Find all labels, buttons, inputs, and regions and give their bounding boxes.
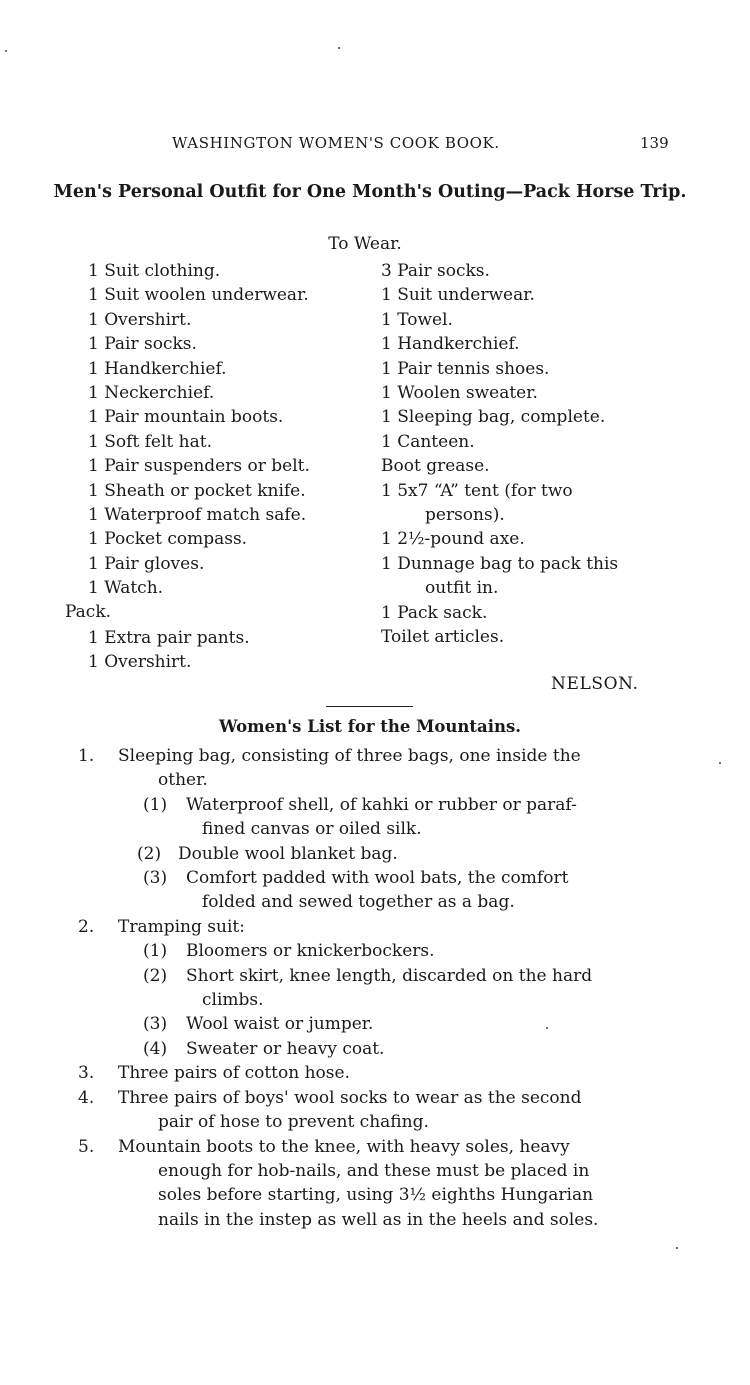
item-text-continuation: pair of hose to prevent chafing. [158, 1112, 429, 1133]
item-text: Mountain boots to the knee, with heavy soles, heavy [118, 1136, 570, 1157]
sub-item [0, 793, 673, 842]
sub-item [0, 1037, 673, 1061]
scan-speck [546, 1027, 548, 1029]
list-item: 1 Waterproof match safe. [88, 505, 307, 526]
list-item: 1 Pair mountain boots. [88, 407, 284, 428]
list-item [0, 1061, 673, 1085]
list-item: 1 Pack sack. [381, 602, 488, 623]
item-number: 5. [78, 1136, 95, 1157]
list-item: 1 Dunnage bag to pack this [381, 553, 619, 574]
list-item: 1 Canteen. [381, 431, 475, 452]
list-item [0, 1086, 673, 1135]
item-text-continuation: nails in the instep as well as in the heels and soles. [158, 1209, 599, 1230]
sub-item-number: (2) [143, 965, 168, 986]
list-item: 3 Pair socks. [381, 261, 490, 281]
mens-outfit-title: Men's Personal Outfit for One Month's Outing—Pack Horse Trip. [53, 182, 687, 202]
scan-speck [338, 47, 340, 49]
list-item: Toilet articles. [381, 627, 505, 648]
list-item: 1 Pair socks. [88, 334, 197, 355]
item-text: Sleeping bag, consisting of three bags, one inside the [118, 746, 581, 766]
list-item: 1 Pair tennis shoes. [381, 358, 550, 379]
list-item: 1 Pocket compass. [88, 529, 248, 550]
scan-speck [719, 762, 721, 764]
list-item [0, 915, 673, 939]
sub-item-text-continuation: fined canvas or oiled silk. [202, 819, 422, 840]
list-item [0, 744, 673, 793]
sub-item-text: Comfort padded with wool bats, the comfort [186, 868, 569, 889]
to-wear-left-column [88, 259, 310, 601]
item-number: 1. [78, 746, 95, 766]
sub-item-text: Short skirt, knee length, discarded on the hard [186, 965, 593, 986]
list-item: 1 Soft felt hat. [88, 431, 212, 452]
item-text-continuation: enough for hob-nails, and these must be placed in [158, 1160, 590, 1181]
to-wear-subheading: To Wear. [328, 234, 402, 254]
list-item: 1 Extra pair pants. [88, 628, 250, 648]
sub-item [0, 866, 673, 915]
sub-item-text: Double wool blanket bag. [178, 843, 398, 864]
page-number: 139 [640, 134, 669, 152]
womens-list-title: Women's List for the Mountains. [218, 717, 522, 736]
list-item: 1 Handkerchief. [88, 358, 227, 379]
sub-item-number: (2) [137, 843, 162, 864]
item-text-continuation: soles before starting, using 3½ eighths Hungarian [158, 1185, 594, 1206]
sub-item-number: (4) [143, 1038, 168, 1059]
list-item: 1 Overshirt. [88, 309, 192, 330]
scan-speck [676, 1247, 678, 1249]
list-item: 1 Pair suspenders or belt. [88, 456, 310, 477]
list-item: 1 Woolen sweater. [381, 383, 538, 404]
sub-item-text-continuation: folded and sewed together as a bag. [202, 892, 515, 913]
item-text: Three pairs of boys' wool socks to wear as the second [118, 1087, 582, 1108]
list-item: 1 Suit clothing. [88, 261, 221, 281]
sub-item-number: (1) [143, 941, 168, 962]
sub-item [0, 964, 673, 1013]
item-number: 4. [78, 1087, 95, 1108]
list-item: 1 Suit underwear. [381, 285, 535, 306]
item-text: Tramping suit: [118, 916, 245, 937]
list-item: 1 5x7 “A” tent (for two [381, 480, 573, 501]
pack-column [88, 626, 250, 675]
list-item: 1 Towel. [381, 309, 453, 330]
to-wear-right-column [381, 259, 618, 650]
sub-item [0, 1012, 673, 1036]
sub-item-text-continuation: climbs. [202, 990, 264, 1011]
sub-item-number: (3) [143, 1014, 168, 1035]
sub-item-text: Bloomers or knickerbockers. [186, 941, 435, 962]
item-text: Three pairs of cotton hose. [118, 1063, 350, 1084]
list-item: 1 Sleeping bag, complete. [381, 407, 606, 428]
running-title: WASHINGTON WOMEN'S COOK BOOK. [172, 134, 500, 152]
list-item: 1 Pair gloves. [88, 553, 205, 574]
sub-item [0, 939, 673, 963]
sub-item-text: Sweater or heavy coat. [186, 1038, 385, 1059]
scan-speck [5, 50, 7, 52]
list-item: 1 Handkerchief. [381, 334, 520, 355]
section-divider [326, 706, 413, 707]
list-item: 1 Watch. [88, 578, 164, 599]
item-number: 3. [78, 1063, 95, 1084]
sub-item [0, 842, 673, 866]
list-item-continuation: persons). [425, 505, 505, 526]
list-item-continuation: outfit in. [425, 578, 499, 599]
list-item: 1 Neckerchief. [88, 383, 215, 404]
sub-item-text: Waterproof shell, of kahki or rubber or paraf- [186, 794, 577, 815]
pack-label: Pack. [65, 602, 112, 622]
signature: NELSON. [551, 674, 639, 694]
list-item: 1 Sheath or pocket knife. [88, 480, 306, 501]
sub-item-number: (3) [143, 868, 168, 889]
sub-item-text: Wool waist or jumper. [186, 1014, 374, 1035]
list-item: 1 2½-pound axe. [381, 529, 525, 550]
item-number: 2. [78, 916, 95, 937]
list-item: 1 Overshirt. [88, 652, 192, 673]
womens-list [0, 744, 750, 1232]
list-item: Boot grease. [381, 456, 490, 477]
list-item: 1 Suit woolen underwear. [88, 285, 309, 306]
item-text-continuation: other. [158, 770, 208, 791]
list-item [0, 1135, 673, 1233]
sub-item-number: (1) [143, 794, 168, 815]
